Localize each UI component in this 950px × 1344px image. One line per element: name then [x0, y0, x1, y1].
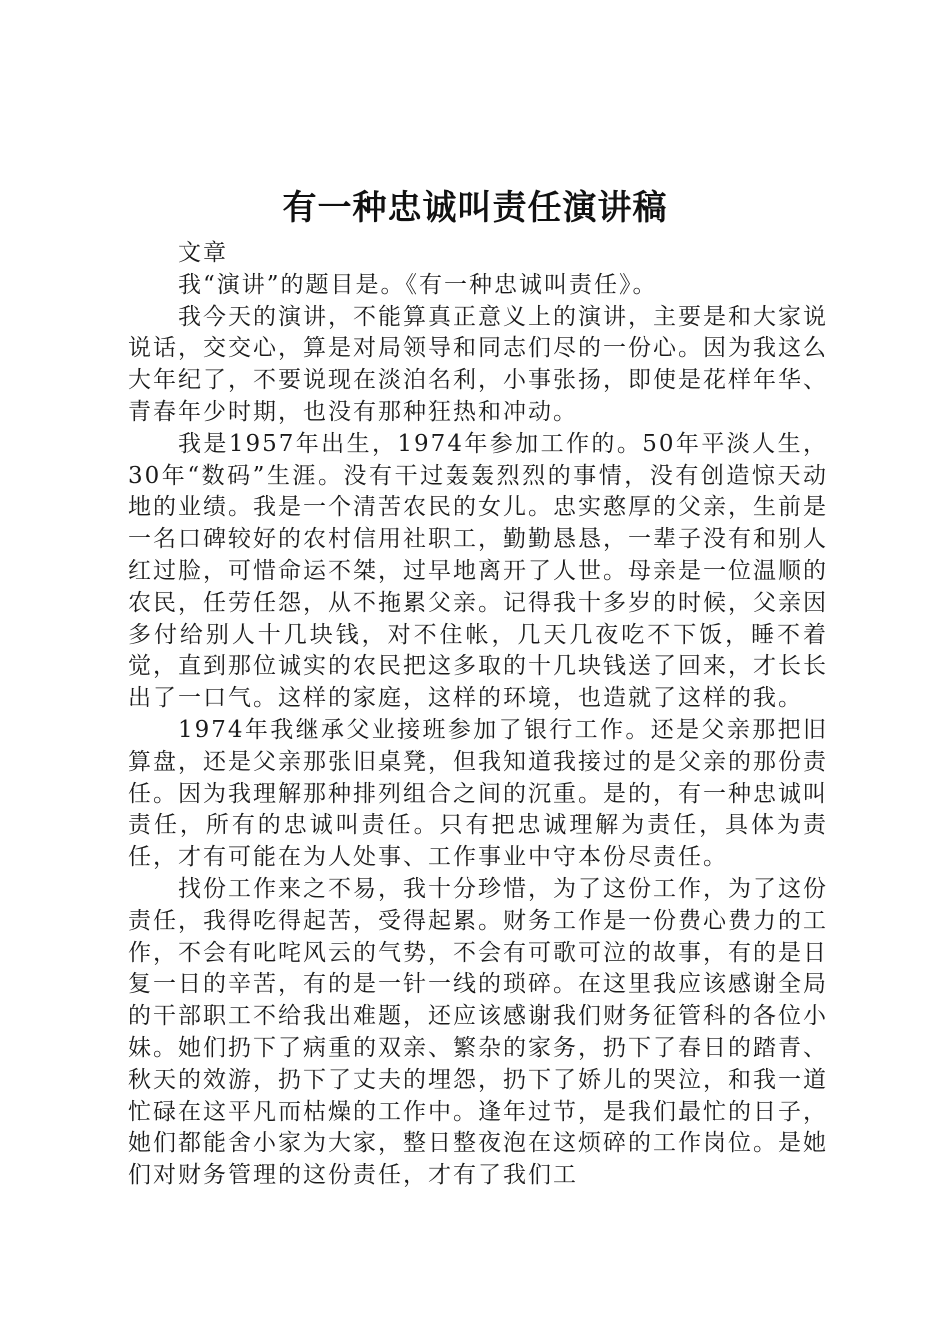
paragraph-background: 我是1957年出生，1974年参加工作的。50年平淡人生，30年“数码”生涯。没有干过轰轰烈烈的事情，没有创造惊天动地的业绩。我是一个清苦农民的女儿。忠实憨厚的父亲，生前是一名口碑较好的农村信用社职工，勤勤恳恳，一辈子没有和别人红过脸，可惜命运不桀，过早地离开了人世。母亲是一位温顺的农民，任劳任怨，从不拖累父亲。记得我十多岁的时候，父亲因多付给别人十几块钱，对不住帐，几天几夜吃不下饭，睡不着觉，直到那位诚实的农民把这多取的十几块钱送了回来，才长长出了一口气。这样的家庭，这样的环境，也造就了这样的我。	[128, 430, 828, 712]
paragraph-career-start: 1974年我继承父业接班参加了银行工作。还是父亲那把旧算盘，还是父亲那张旧桌凳，但我知道我接过的是父亲的那份责任。因为我理解那种排列组合之间的沉重。是的，有一种忠诚叫责任，所有的忠诚叫责任。只有把忠诚理解为责任，具体为责任，才有可能在为人处事、工作事业中守本份尽责任。	[128, 716, 828, 871]
paragraph-category: 文章	[178, 240, 228, 266]
document-body	[128, 238, 828, 1192]
document-title: 有一种忠诚叫责任演讲稿	[282, 188, 668, 228]
paragraph-work: 找份工作来之不易，我十分珍惜，为了这份工作，为了这份责任，我得吃得起苦，受得起累。财务工作是一份费心费力的工作，不会有叱咤风云的气势，不会有可歌可泣的故事，有的是日复一日的辛苦，有的是一针一线的琐碎。在这里我应该感谢全局的干部职工不给我出难题，还应该感谢我们财务征管科的各位小妹。她们扔下了病重的双亲、繁杂的家务，扔下了春日的踏青、秋天的效游，扔下了丈夫的埋怨，扔下了娇儿的哭泣，和我一道忙碌在这平凡而枯燥的工作中。逢年过节，是我们最忙的日子，她们都能舍小家为大家，整日整夜泡在这烦碎的工作岗位。是她们对财务管理的这份责任，才有了我们工	[128, 875, 828, 1189]
paragraph-topic: 我“演讲”的题目是。《有一种忠诚叫责任》。	[178, 271, 658, 298]
paragraph-intro: 我今天的演讲，不能算真正意义上的演讲，主要是和大家说说话，交交心，算是对局领导和同志们尽的一份心。因为我这么大年纪了，不要说现在淡泊名利，小事张扬，即使是花样年华、青春年少时期，也没有那种狂热和冲动。	[128, 303, 828, 425]
